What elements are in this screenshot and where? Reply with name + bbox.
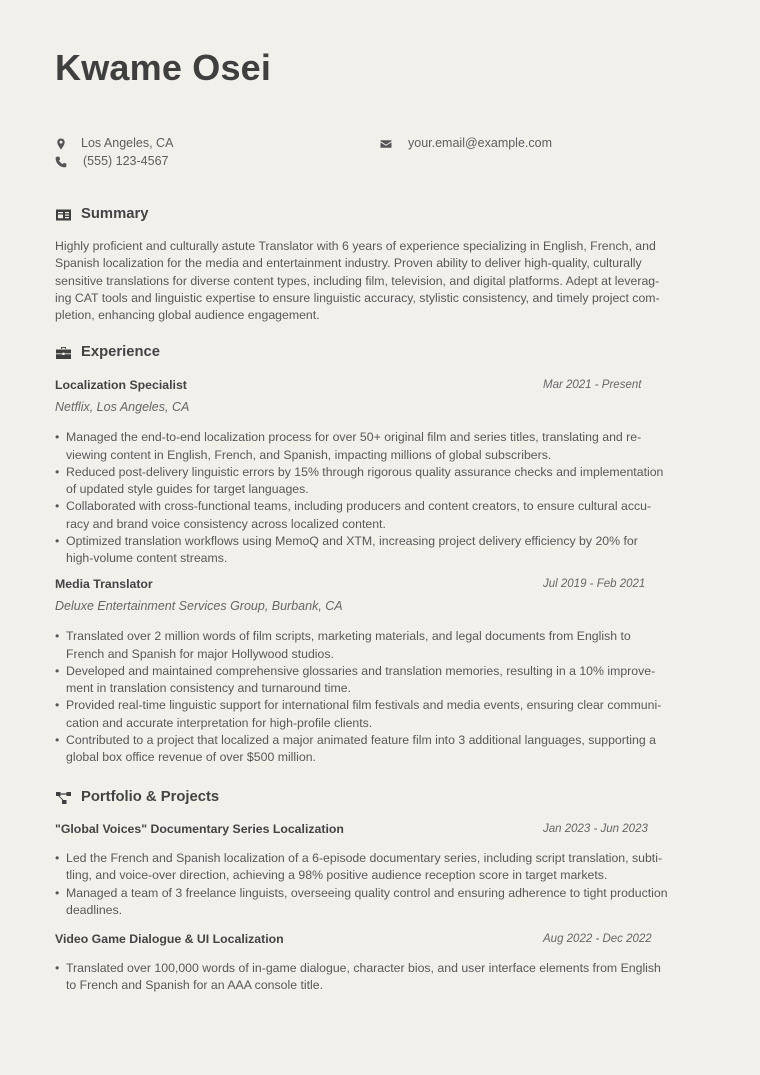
bullet-item: • Reduced post-delivery linguistic errors by 15% through rigorous quality assurance checks and implementation of updated style guides for target languages. <box>55 464 705 499</box>
envelope-icon <box>380 138 392 150</box>
job-title: Media Translator <box>55 577 153 591</box>
briefcase-icon <box>55 346 72 360</box>
bullet-item: • Developed and maintained comprehensive glossaries and translation memories, resulting in a 10% improve- ment in translation consistency and turnaround time. <box>55 663 705 698</box>
summary-line: sensitive translations for diverse content types, including film, television, and digital platforms. Adept at leverag- <box>55 273 660 288</box>
portfolio-heading <box>55 788 219 808</box>
bullet-item: • Managed the end-to-end localization process for over 50+ original film and series titles, translating and re- viewing content in English, French, and Spanish, impacting millions of global subscribers. <box>55 429 705 464</box>
experience-entry <box>55 377 705 568</box>
id-card-icon <box>55 208 72 222</box>
job-title: Localization Specialist <box>55 378 187 392</box>
email-text: your.email@example.com <box>408 135 552 150</box>
summary-line: Highly proficient and culturally astute Translator with 6 years of experience specializing in English, French, and <box>55 239 656 253</box>
project-title: Video Game Dialogue & UI Localization <box>55 932 284 946</box>
experience-heading <box>55 343 160 363</box>
project-entry <box>55 931 705 995</box>
project-dates: Aug 2022 - Dec 2022 <box>543 933 652 945</box>
bullet-item: • Optimized translation workflows using MemoQ and XTM, increasing project delivery efficiency by 20% for high-volume content streams. <box>55 533 705 568</box>
portfolio-title: Portfolio & Projects <box>81 789 220 806</box>
job-dates: Jul 2019 - Feb 2021 <box>543 578 646 590</box>
bullet-item: • Translated over 100,000 words of in-game dialogue, character bios, and user interface elements from English to French and Spanish for an AAA console title. <box>55 960 705 995</box>
contact-location <box>55 135 173 152</box>
candidate-name: Kwame Osei <box>55 47 272 88</box>
location-text: Los Angeles, CA <box>81 135 174 150</box>
project-title: "Global Voices" Documentary Series Localization <box>55 822 344 836</box>
summary-line: pletion, enhancing global audience engagement. <box>55 308 320 323</box>
experience-entry <box>55 576 705 767</box>
summary-title: Summary <box>81 206 149 223</box>
project-entry <box>55 821 705 919</box>
experience-title: Experience <box>81 344 160 361</box>
job-company: Netflix, Los Angeles, CA <box>55 400 190 414</box>
summary-line: Spanish localization for the media and entertainment industry. Proven ability to deliver high-quality, culturally <box>55 256 642 271</box>
summary-heading <box>55 205 148 225</box>
map-pin-icon <box>55 138 67 150</box>
summary-line: ing CAT tools and linguistic expertise to ensure linguistic accuracy, stylistic consistency, and timely project com- <box>55 290 660 305</box>
bullet-item: • Contributed to a project that localized a major animated feature film into 3 additional languages, supporting a global box office revenue of over $500 million. <box>55 732 705 767</box>
summary-text <box>55 238 705 324</box>
bullet-item: • Translated over 2 million words of film scripts, marketing materials, and legal documents from English to French and Spanish for major Hollywood studios. <box>55 628 705 663</box>
phone-text: (555) 123-4567 <box>83 153 169 168</box>
contact-email <box>380 135 552 152</box>
bullet-item: • Managed a team of 3 freelance linguists, overseeing quality control and ensuring adherence to tight production deadlines. <box>55 885 705 920</box>
phone-icon <box>55 156 67 168</box>
project-dates: Jan 2023 - Jun 2023 <box>543 823 648 835</box>
contact-phone <box>55 153 168 170</box>
job-company: Deluxe Entertainment Services Group, Burbank, CA <box>55 599 343 613</box>
diagram-icon <box>55 791 72 805</box>
contact-info <box>55 135 705 175</box>
job-dates: Mar 2021 - Present <box>543 379 642 391</box>
bullet-item: • Collaborated with cross-functional teams, including producers and content creators, to ensure cultural accu- racy and brand voice consistency across localized content. <box>55 498 705 533</box>
bullet-item: • Provided real-time linguistic support for international film festivals and media events, ensuring clear communi- cation and accurate interpretation for high-profile clients. <box>55 697 705 732</box>
bullet-item: • Led the French and Spanish localization of a 6-episode documentary series, including script translation, subti- tling, and voice-over direction, achieving a 98% positive audience reception score in target markets. <box>55 850 705 885</box>
